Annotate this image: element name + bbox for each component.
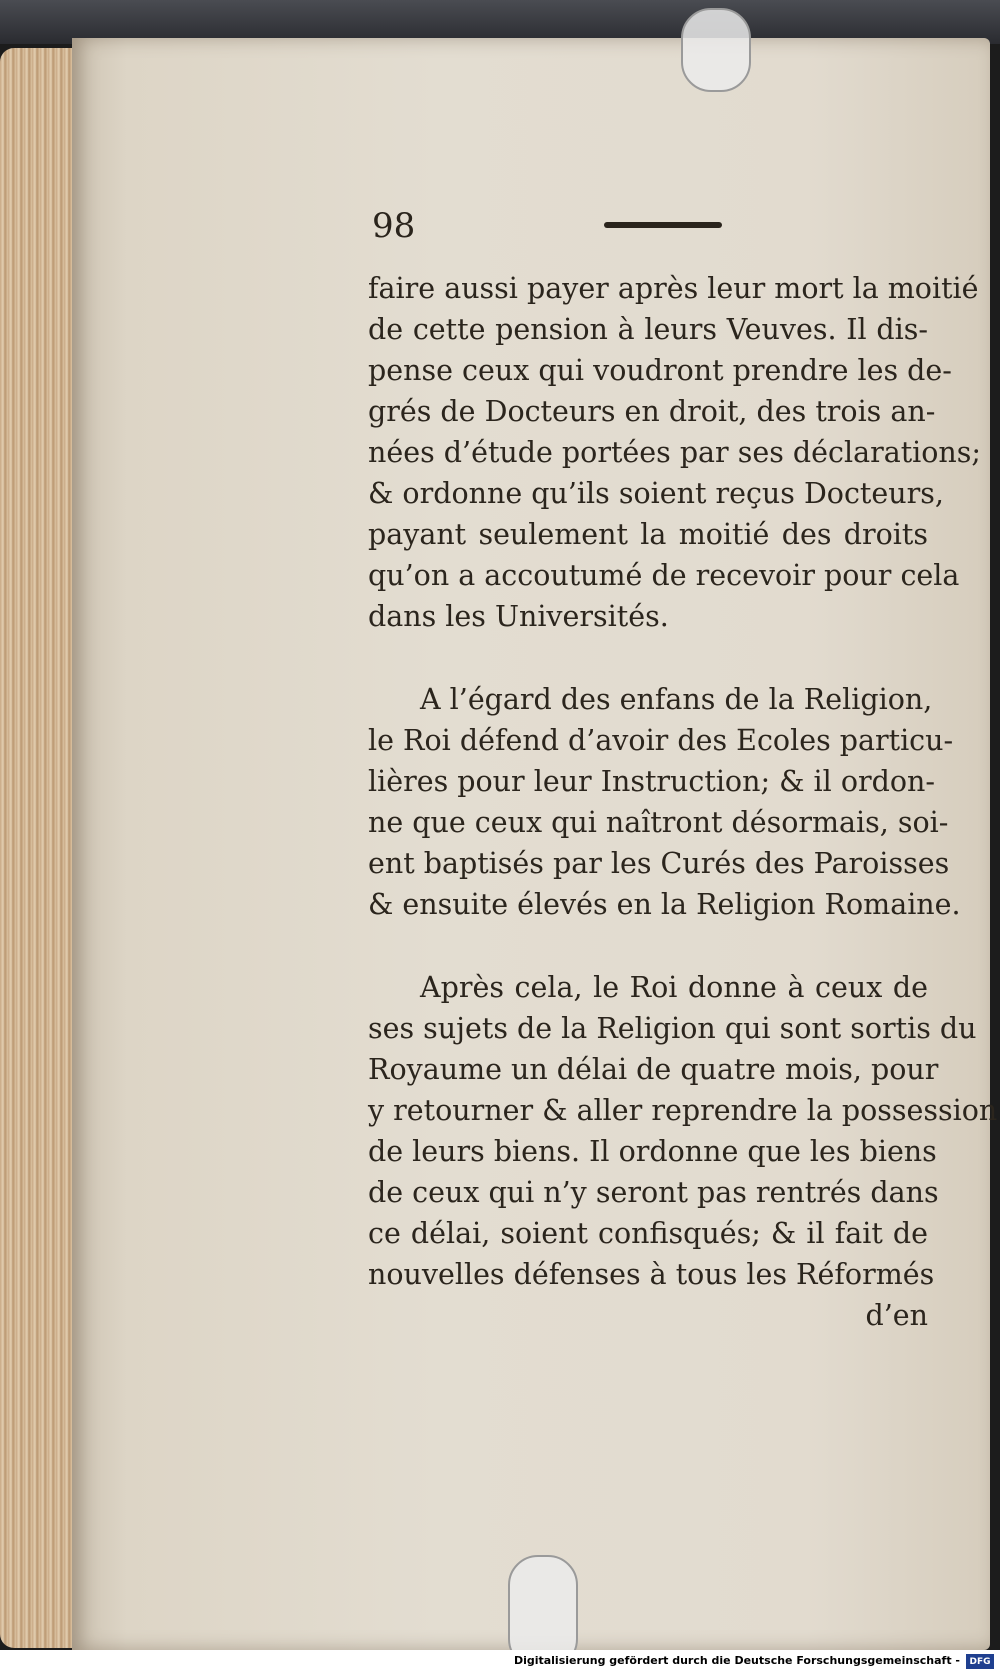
funding-credit: Digitalisierung gefördert durch die Deutsche Forschungsgemeinschaft - xyxy=(513,1654,960,1667)
text-line: Royaume un délai de quatre mois, pour xyxy=(368,1053,939,1086)
text-line: lières pour leur Instruction; & il ordon- xyxy=(368,765,935,798)
paragraph-3 xyxy=(368,967,998,1295)
text-line: grés de Docteurs en droit, des trois an- xyxy=(368,395,936,428)
catchword: d’en xyxy=(865,1299,928,1332)
text-line: faire aussi payer après leur mort la moitié xyxy=(368,272,979,305)
text-line: ses sujets de la Religion qui sont sortis du xyxy=(368,1012,977,1045)
text-line: Après cela, le Roi donne à ceux de xyxy=(420,971,928,1004)
page-clip-top xyxy=(681,8,751,92)
body-text xyxy=(368,268,998,1336)
page-number: 98 xyxy=(372,206,416,246)
text-line: nouvelles défenses à tous les Réformés xyxy=(368,1258,935,1291)
paragraph-gap xyxy=(368,637,928,679)
text-line: & ensuite élevés en la Religion Romaine. xyxy=(368,888,961,921)
paragraph-2 xyxy=(368,679,961,925)
dfg-logo: DFG xyxy=(966,1654,994,1669)
paragraph-1 xyxy=(368,268,982,637)
text-line: de leurs biens. Il ordonne que les biens xyxy=(368,1135,937,1168)
text-line: dans les Universités. xyxy=(368,600,669,633)
text-line: ent baptisés par les Curés des Paroisses xyxy=(368,847,950,880)
text-line: qu’on a accoutumé de recevoir pour cela xyxy=(368,559,960,592)
text-line: ne que ceux qui naîtront désormais, soi- xyxy=(368,806,949,839)
text-line: nées d’étude portées par ses déclarations; xyxy=(368,436,982,469)
text-line: le Roi défend d’avoir des Ecoles particu- xyxy=(368,724,954,757)
text-line: & ordonne qu’ils soient reçus Docteurs, xyxy=(368,477,944,510)
page-edges xyxy=(0,48,82,1648)
text-line: payant seulement la moitié des droits xyxy=(368,518,928,551)
text-line: A l’égard des enfans de la Religion, xyxy=(420,683,933,716)
text-line: y retourner & aller reprendre la possession xyxy=(368,1094,998,1127)
text-line: de cette pension à leurs Veuves. Il dis- xyxy=(368,313,928,346)
text-line: pense ceux qui voudront prendre les de- xyxy=(368,354,952,387)
paragraph-gap xyxy=(368,925,928,967)
text-line: ce délai, soient confisqués; & il fait de xyxy=(368,1217,928,1250)
text-line: de ceux qui n’y seront pas rentrés dans xyxy=(368,1176,939,1209)
header-rule xyxy=(604,222,722,228)
digitization-footer xyxy=(0,1650,1000,1673)
